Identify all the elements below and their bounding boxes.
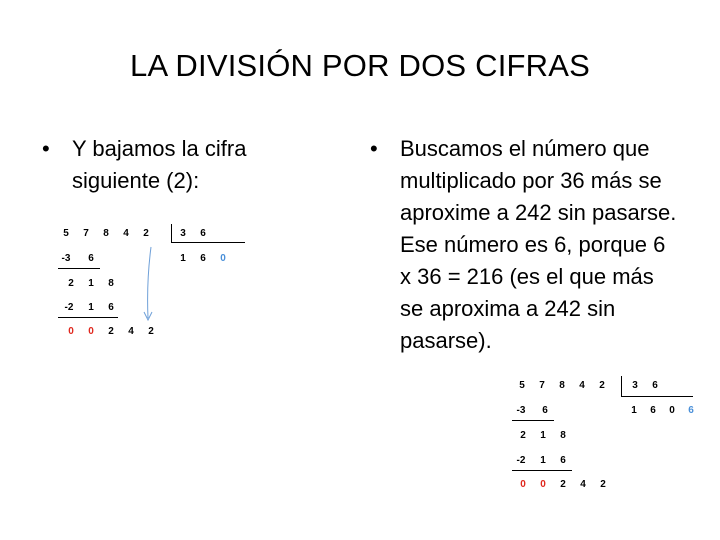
- subtrahend-digit: -3: [516, 405, 526, 416]
- quotient-digit: 6: [200, 253, 206, 264]
- result-digit: 4: [128, 326, 134, 337]
- dividend-digit: 5: [519, 380, 525, 391]
- quotient-digit: 6: [688, 405, 694, 416]
- remainder-digit: 2: [68, 278, 74, 289]
- remainder-digit: 8: [560, 430, 566, 441]
- dividend-digit: 7: [83, 228, 89, 239]
- subtrahend-digit: 6: [560, 455, 566, 466]
- dividend-digit: 7: [539, 380, 545, 391]
- divisor-digit: 6: [200, 228, 206, 239]
- bullet-dot: •: [370, 136, 378, 161]
- subtrahend-digit: 6: [88, 253, 94, 264]
- result-digit: 2: [560, 479, 566, 490]
- result-digit: 0: [520, 479, 526, 490]
- divisor-digit: 3: [180, 228, 186, 239]
- left-bullet-text: Y bajamos la cifra siguiente (2):: [72, 136, 247, 193]
- subtrahend-digit: -2: [516, 455, 526, 466]
- dividend-digit: 5: [63, 228, 69, 239]
- dividend-digit: 8: [559, 380, 565, 391]
- subtrahend-digit: 6: [542, 405, 548, 416]
- division-bracket-horizontal: [621, 396, 693, 397]
- divisor-digit: 6: [652, 380, 658, 391]
- subtraction-line: [512, 470, 572, 471]
- dividend-digit: 4: [123, 228, 129, 239]
- subtrahend-digit: -3: [61, 253, 71, 264]
- quotient-digit: 0: [220, 253, 226, 264]
- quotient-digit: 1: [631, 405, 637, 416]
- right-bullet-text: Buscamos el número que multiplicado por 36 más se aproxime a 242 sin pasarse. Ese número es 6, porque 6 x 36 = 216 (es el que más se aproxima a 242 sin pasarse).: [400, 136, 677, 353]
- result-digit: 0: [68, 326, 74, 337]
- dividend-digit: 8: [103, 228, 109, 239]
- subtraction-line: [512, 420, 554, 421]
- result-digit: 0: [88, 326, 94, 337]
- division-bracket-vertical: [621, 376, 622, 396]
- remainder-digit: 8: [108, 278, 114, 289]
- result-digit: 2: [148, 326, 154, 337]
- remainder-digit: 2: [520, 430, 526, 441]
- subtrahend-digit: -2: [64, 302, 74, 313]
- subtrahend-digit: 1: [88, 302, 94, 313]
- quotient-digit: 6: [650, 405, 656, 416]
- subtrahend-digit: 6: [108, 302, 114, 313]
- quotient-digit: 1: [180, 253, 186, 264]
- slide-title: LA DIVISIÓN POR DOS CIFRAS: [130, 48, 590, 83]
- result-digit: 4: [580, 479, 586, 490]
- remainder-digit: 1: [88, 278, 94, 289]
- result-digit: 2: [600, 479, 606, 490]
- result-digit: 2: [108, 326, 114, 337]
- remainder-digit: 1: [540, 430, 546, 441]
- dividend-digit: 2: [599, 380, 605, 391]
- dividend-digit: 4: [579, 380, 585, 391]
- subtrahend-digit: 1: [540, 455, 546, 466]
- quotient-digit: 0: [669, 405, 675, 416]
- divisor-digit: 3: [632, 380, 638, 391]
- bullet-dot: •: [42, 136, 50, 161]
- result-digit: 0: [540, 479, 546, 490]
- dividend-digit: 2: [143, 228, 149, 239]
